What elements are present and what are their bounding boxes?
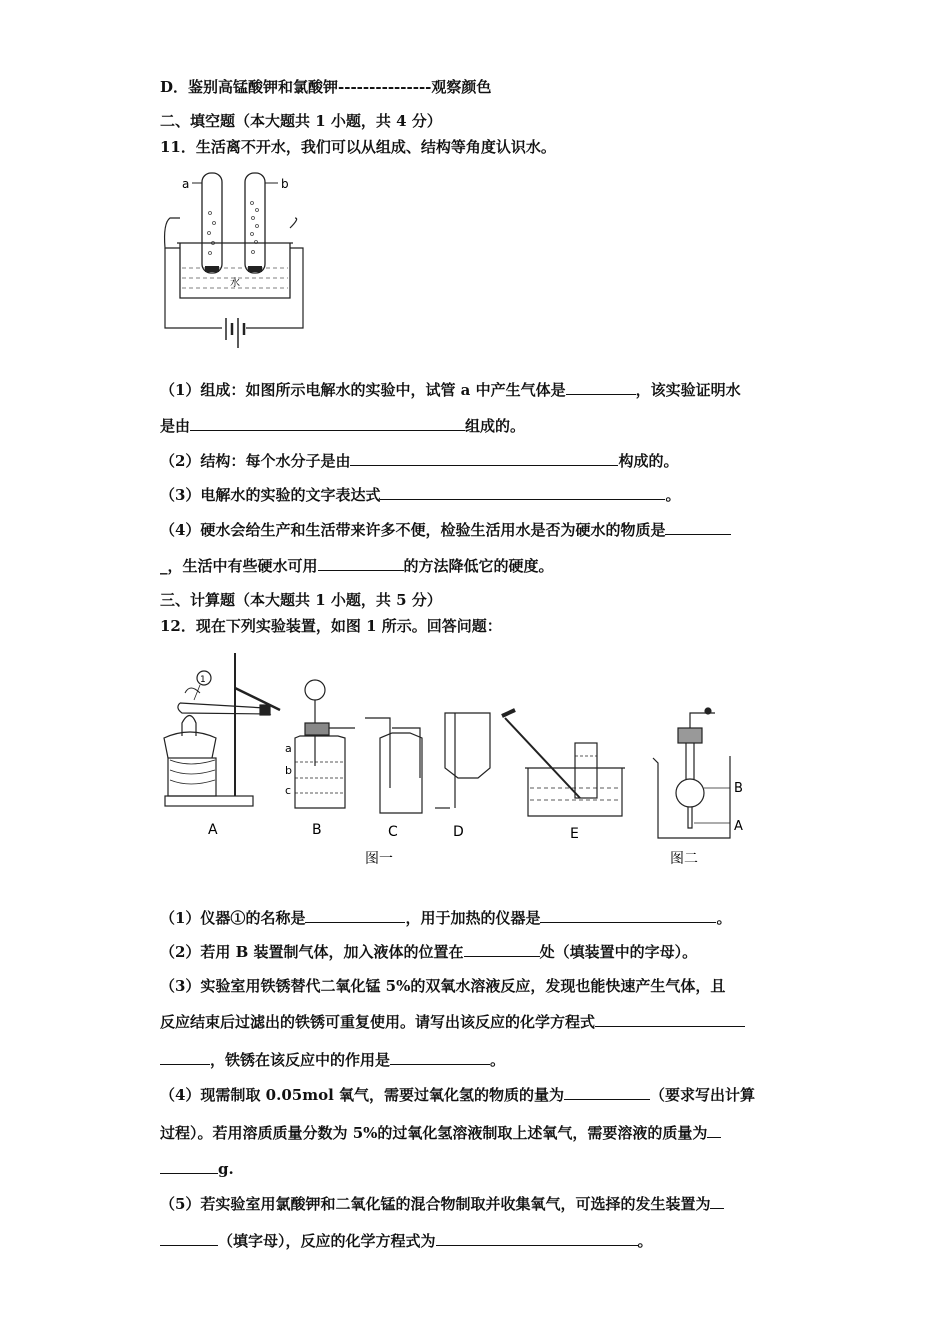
apparatus-c xyxy=(365,718,422,813)
q12-5-blank-1a[interactable] xyxy=(710,1194,724,1209)
label-E: E xyxy=(570,826,579,842)
apparatus-fig2 xyxy=(653,708,730,838)
q11-4-text-c: 的方法降低它的硬度。 xyxy=(403,557,554,575)
q12-4-blank-1[interactable] xyxy=(564,1085,650,1100)
q11-part4-line2 xyxy=(160,556,554,576)
tube-b-label: b xyxy=(281,177,289,191)
caption-fig2: 图二 xyxy=(670,851,698,867)
label-D: D xyxy=(453,824,464,840)
q12-2-blank[interactable] xyxy=(464,942,540,957)
q11-3-text-b: 。 xyxy=(665,486,681,504)
electrolysis-diagram xyxy=(160,168,310,353)
q12-3-blank-2[interactable] xyxy=(160,1050,210,1065)
label-fig2-A: A xyxy=(734,819,743,834)
q12-1-text-c: 。 xyxy=(716,909,732,927)
q12-part1 xyxy=(160,908,731,928)
q12-1-text-a: （1）仪器①的名称是 xyxy=(160,909,306,927)
question-11-title: 11．生活离不开水，我们可以从组成、结构等角度认识水。 xyxy=(160,138,556,156)
q12-part3-line3 xyxy=(160,1050,505,1070)
q12-part5-line2 xyxy=(160,1231,653,1251)
tube-a xyxy=(202,173,222,273)
q12-5-blank-1b[interactable] xyxy=(160,1231,218,1246)
q12-5-text-a: （5）若实验室用氯酸钾和二氧化锰的混合物制取并收集氧气，可选择的发生装置为 xyxy=(160,1195,711,1213)
q11-part2 xyxy=(160,451,678,471)
q11-1-text-a: （1）组成：如图所示电解水的实验中，试管 a 中产生气体是 xyxy=(160,381,566,399)
q12-2-text-b: 处（填装置中的字母）。 xyxy=(539,943,698,961)
q12-part4-line2 xyxy=(160,1123,721,1143)
q12-4-blank-2a[interactable] xyxy=(707,1123,721,1138)
q12-4-text-c: 过程）。若用溶质质量分数为 5%的过氧化氢溶液制取上述氧气，需要溶液的质量为 xyxy=(160,1124,708,1142)
instrument-1-label: 1 xyxy=(200,675,206,685)
label-C: C xyxy=(388,824,398,840)
q11-part1-line1 xyxy=(160,380,741,400)
q12-part2 xyxy=(160,942,697,962)
tube-a-label: a xyxy=(182,177,190,191)
q12-1-text-b: ，用于加热的仪器是 xyxy=(405,909,541,927)
question-12-title: 12．现在下列实验装置，如图 1 所示。回答问题： xyxy=(160,617,502,635)
q12-part5-line1 xyxy=(160,1194,724,1214)
q11-part1-line2 xyxy=(160,416,525,436)
option-d: D．鉴别高锰酸钾和氯酸钾---------------观察颜色 xyxy=(160,78,492,96)
q11-2-text-a: （2）结构：每个水分子是由 xyxy=(160,452,351,470)
apparatus-d xyxy=(435,713,490,808)
label-b-c: c xyxy=(285,784,292,797)
lab-apparatus-diagram xyxy=(160,648,760,873)
q11-3-blank[interactable] xyxy=(380,485,665,500)
q12-4-text-a: （4）现需制取 0.05mol 氧气，需要过氧化氢的物质的量为 xyxy=(160,1086,564,1104)
q12-3-text-d: 。 xyxy=(490,1051,506,1069)
q12-3-text-b: 反应结束后过滤出的铁锈可重复使用。请写出该反应的化学方程式 xyxy=(160,1013,596,1031)
tube-b xyxy=(245,173,265,273)
q11-1-text-d: 组成的。 xyxy=(465,417,526,435)
q12-part4-line3 xyxy=(160,1159,234,1179)
q12-5-text-b: （填字母），反应的化学方程式为 xyxy=(218,1232,436,1250)
q11-part3 xyxy=(160,485,680,505)
q11-2-text-b: 构成的。 xyxy=(618,452,679,470)
q11-1-blank-2[interactable] xyxy=(190,416,465,431)
q12-5-text-c: 。 xyxy=(637,1232,653,1250)
water-label: 水 xyxy=(230,278,240,289)
q11-4-blank-1[interactable] xyxy=(665,520,731,535)
q11-3-text-a: （3）电解水的实验的文字表达式 xyxy=(160,486,381,504)
q11-4-blank-2[interactable] xyxy=(318,556,404,571)
q12-3-blank-3[interactable] xyxy=(390,1050,490,1065)
q11-part4-line1 xyxy=(160,520,731,540)
apparatus-e xyxy=(502,710,625,816)
q12-3-text-c: ，铁锈在该反应中的作用是 xyxy=(210,1051,391,1069)
q12-2-text-a: （2）若用 B 装置制气体，加入液体的位置在 xyxy=(160,943,464,961)
q11-1-text-c: 是由 xyxy=(160,417,191,435)
q12-4-text-b: （要求写出计算 xyxy=(650,1086,756,1104)
q11-1-text-b: ，该实验证明水 xyxy=(635,381,741,399)
label-B: B xyxy=(312,822,322,838)
label-fig2-B: B xyxy=(734,781,743,796)
apparatus-b xyxy=(295,680,355,808)
q11-4-text-a: （4）硬水会给生产和生活带来许多不便，检验生活用水是否为硬水的物质是 xyxy=(160,521,666,539)
label-b-b: b xyxy=(285,764,292,777)
q12-1-blank-1[interactable] xyxy=(305,908,405,923)
label-b-a: a xyxy=(285,742,292,755)
q12-1-blank-2[interactable] xyxy=(540,908,716,923)
beaker xyxy=(180,243,290,298)
q11-1-blank-1[interactable] xyxy=(566,380,636,395)
q12-4-blank-2b[interactable] xyxy=(160,1159,218,1174)
q12-5-blank-2[interactable] xyxy=(436,1231,638,1246)
q12-part3-line2 xyxy=(160,1012,745,1032)
apparatus-a xyxy=(164,653,280,806)
q12-4-text-d: g. xyxy=(218,1160,234,1178)
q11-2-blank[interactable] xyxy=(350,451,618,466)
section-3-title: 三、计算题（本大题共 1 小题，共 5 分） xyxy=(160,591,442,609)
caption-fig1: 图一 xyxy=(365,851,393,867)
q12-3-blank-1[interactable] xyxy=(595,1012,745,1027)
q11-4-text-b: _，生活中有些硬水可用 xyxy=(160,557,318,575)
label-A: A xyxy=(208,822,218,838)
section-2-title: 二、填空题（本大题共 1 小题，共 4 分） xyxy=(160,112,442,130)
q12-part4-line1 xyxy=(160,1085,755,1105)
q12-part3-line1: （3）实验室用铁锈替代二氧化锰 5%的双氧水溶液反应，发现也能快速产生气体，且 xyxy=(160,977,726,995)
